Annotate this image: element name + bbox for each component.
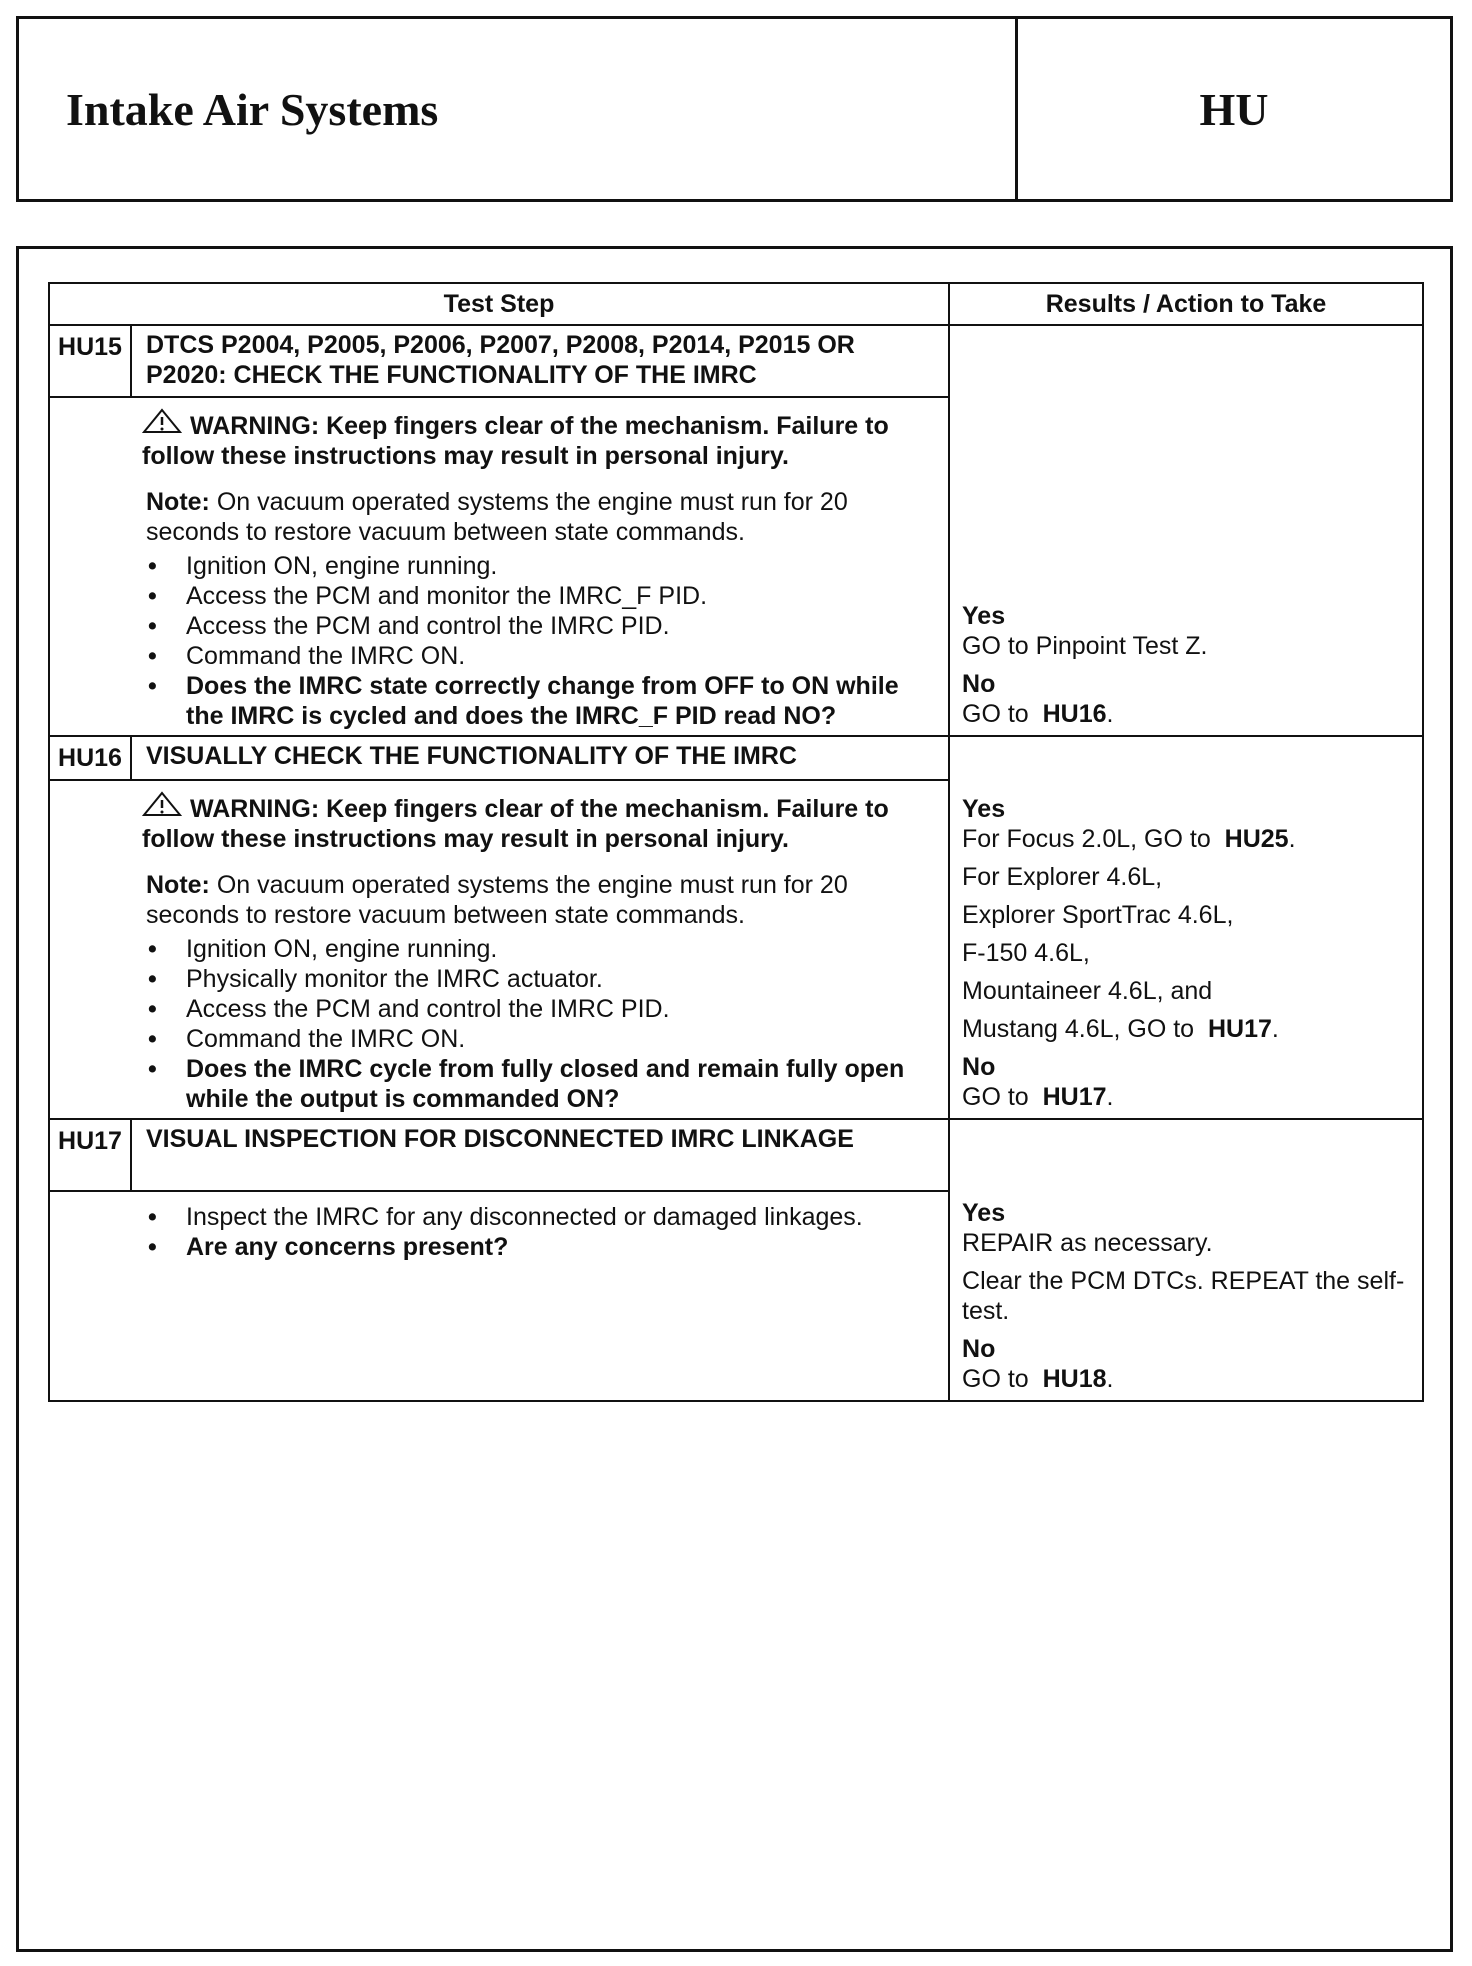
yes-label: Yes <box>962 602 1006 630</box>
list-item: • Command the IMRC ON. <box>146 1024 936 1054</box>
step-link[interactable]: HU25 <box>1224 825 1289 853</box>
step-bullets <box>146 934 936 1114</box>
warning-block <box>142 408 936 471</box>
yes-detail: Mustang 4.6L, GO to HU17. <box>962 1015 1279 1043</box>
step-question: • Does the IMRC cycle from fully closed and remain fully open while the output is commanded ON? <box>146 1054 936 1114</box>
yes-label: Yes <box>962 1199 1006 1227</box>
list-item: • Inspect the IMRC for any disconnected or damaged linkages. <box>146 1202 936 1232</box>
step-row-hu15 <box>49 325 1423 397</box>
test-step-header: Test Step <box>49 283 949 325</box>
table-header-row <box>49 283 1423 325</box>
list-item: • Ignition ON, engine running. <box>146 551 936 581</box>
yes-detail: Clear the PCM DTCs. REPEAT the self-test. <box>962 1267 1405 1325</box>
test-step-table <box>48 282 1424 1402</box>
step-title: DTCS P2004, P2005, P2006, P2007, P2008, P2014, P2015 OR P2020: CHECK THE FUNCTIONALITY OF THE IMRC <box>131 325 949 397</box>
no-action: GO to HU18. <box>962 1365 1114 1393</box>
warning-block <box>142 791 936 854</box>
note-block: Note: On vacuum operated systems the engine must run for 20 seconds to restore vacuum between state commands. <box>146 871 848 929</box>
list-item: • Access the PCM and monitor the IMRC_F PID. <box>146 581 936 611</box>
step-id: HU16 <box>49 736 131 780</box>
section-code: HU <box>1015 19 1450 199</box>
note-block: Note: On vacuum operated systems the engine must run for 20 seconds to restore vacuum between state commands. <box>146 488 848 546</box>
step-bullets <box>146 551 936 731</box>
results-header: Results / Action to Take <box>949 283 1423 325</box>
yes-detail: F-150 4.6L, <box>962 939 1090 967</box>
no-label: No <box>962 670 996 698</box>
list-item: • Command the IMRC ON. <box>146 641 936 671</box>
step-result <box>949 736 1423 1119</box>
yes-action: GO to Pinpoint Test Z. <box>962 632 1208 660</box>
step-body <box>49 780 949 1119</box>
step-link[interactable]: HU17 <box>1042 1083 1107 1111</box>
warning-triangle-icon <box>142 408 190 441</box>
step-title: VISUALLY CHECK THE FUNCTIONALITY OF THE IMRC <box>131 736 949 780</box>
step-link[interactable]: HU16 <box>1042 700 1107 728</box>
no-action: GO to HU17. <box>962 1083 1114 1111</box>
yes-action: For Focus 2.0L, GO to HU25. <box>962 825 1296 853</box>
warning-triangle-icon <box>142 791 190 824</box>
no-label: No <box>962 1053 996 1081</box>
step-result <box>949 1119 1423 1401</box>
step-id: HU17 <box>49 1119 131 1191</box>
step-link[interactable]: HU17 <box>1208 1015 1272 1043</box>
section-title: Intake Air Systems <box>66 83 439 135</box>
step-row-hu17 <box>49 1119 1423 1191</box>
page-header <box>16 16 1453 202</box>
step-result <box>949 325 1423 736</box>
step-title: VISUAL INSPECTION FOR DISCONNECTED IMRC LINKAGE <box>131 1119 949 1191</box>
list-item: • Physically monitor the IMRC actuator. <box>146 964 936 994</box>
yes-detail: Explorer SportTrac 4.6L, <box>962 901 1234 929</box>
step-row-hu16 <box>49 736 1423 780</box>
list-item: • Ignition ON, engine running. <box>146 934 936 964</box>
step-body <box>49 1191 949 1401</box>
step-bullets <box>146 1202 936 1262</box>
yes-label: Yes <box>962 795 1006 823</box>
step-question: • Are any concerns present? <box>146 1232 936 1262</box>
step-link[interactable]: HU18 <box>1042 1365 1107 1393</box>
list-item: • Access the PCM and control the IMRC PID. <box>146 611 936 641</box>
step-id: HU15 <box>49 325 131 397</box>
list-item: • Access the PCM and control the IMRC PID. <box>146 994 936 1024</box>
warning-text: WARNING: Keep fingers clear of the mechanism. Failure to follow these instructions may result in personal injury. <box>142 795 889 853</box>
step-question: • Does the IMRC state correctly change from OFF to ON while the IMRC is cycled and does the IMRC_F PID read NO? <box>146 671 936 731</box>
yes-action: REPAIR as necessary. <box>962 1229 1213 1257</box>
yes-detail: Mountaineer 4.6L, and <box>962 977 1213 1005</box>
warning-text: WARNING: Keep fingers clear of the mechanism. Failure to follow these instructions may result in personal injury. <box>142 412 889 470</box>
no-label: No <box>962 1335 996 1363</box>
step-body <box>49 397 949 736</box>
no-action: GO to HU16. <box>962 700 1114 728</box>
yes-detail: For Explorer 4.6L, <box>962 863 1163 891</box>
